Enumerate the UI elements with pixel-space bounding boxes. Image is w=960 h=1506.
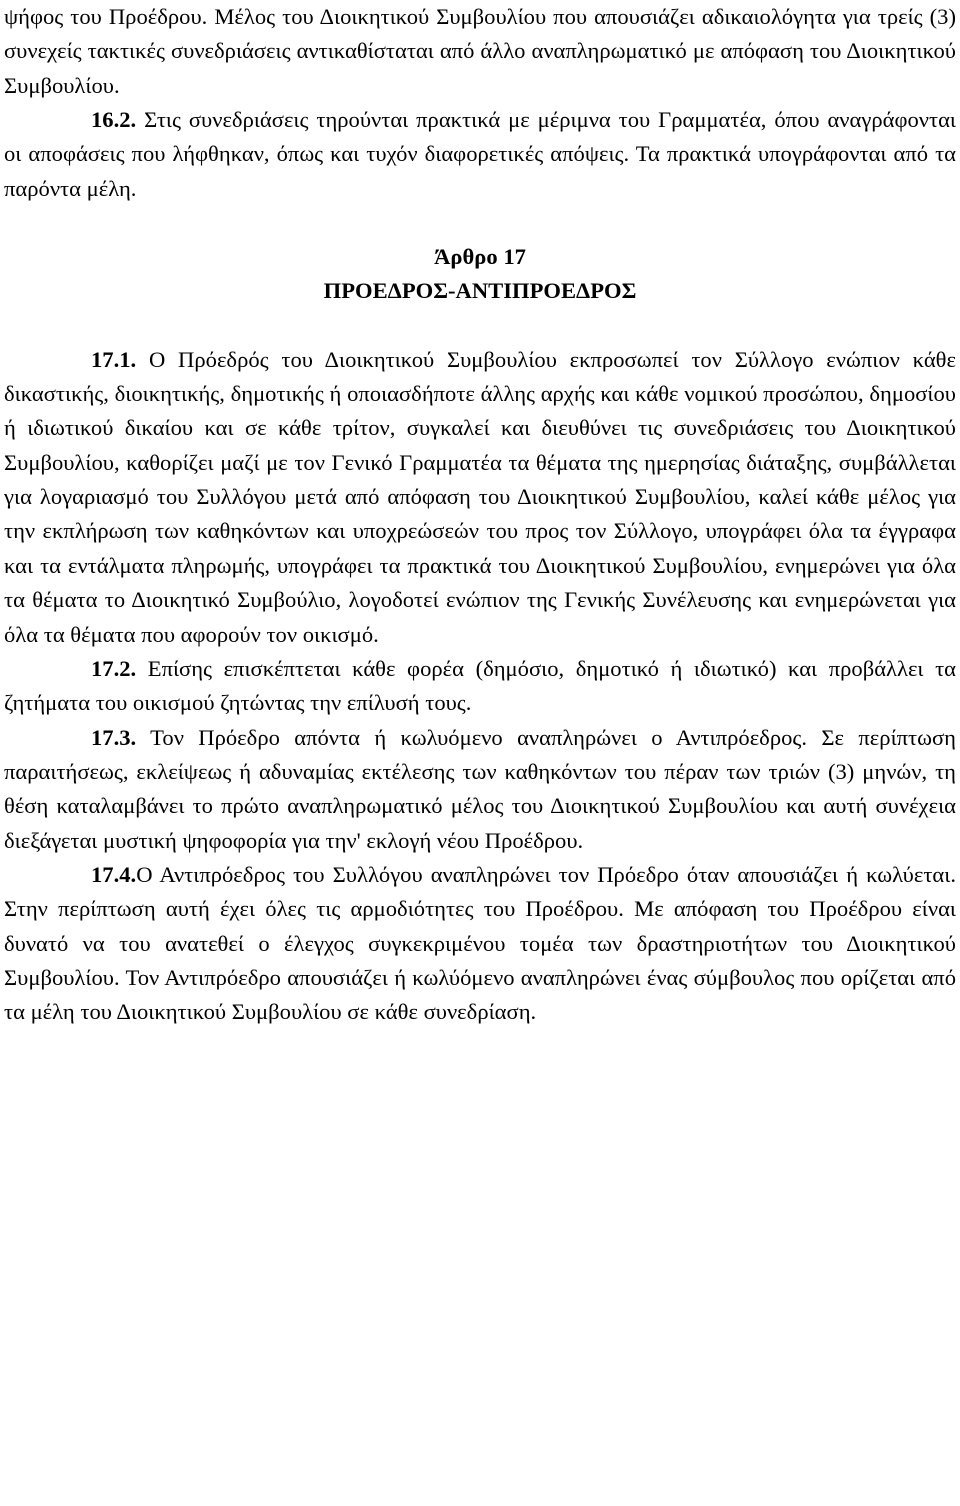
paragraph-number: 17.2. xyxy=(91,655,137,681)
spacer xyxy=(4,206,956,240)
paragraph-17-1 xyxy=(4,343,956,652)
paragraph-number: 17.1. xyxy=(91,346,137,372)
paragraph-number: 17.4. xyxy=(91,861,137,887)
paragraph-17-2 xyxy=(4,652,956,721)
paragraph-text: ψήφος του Προέδρου. Μέλος του Διοικητικού Συμβουλίου που απουσιάζει αδικαιολόγητα για τρείς (3) συνεχείς τακτικές συνεδριάσεις αντικαθίσταται από άλλο αναπληρωματικό με απόφαση του Διοικητικού Συμβουλίου. xyxy=(4,4,956,98)
paragraph-number: 16.2. xyxy=(91,107,137,133)
article-title: Άρθρο 17 xyxy=(434,244,526,270)
spacer xyxy=(4,309,956,343)
paragraph-text: Στις συνεδριάσεις τηρούνται πρακτικά με μέριμνα του Γραμματέα, όπου αναγράφονται οι αποφάσεις που λήφθηκαν, όπως και τυχόν διαφορετικές απόψεις. Τα πρακτικά υπογράφονται από τα παρόντα μέλη. xyxy=(4,107,956,201)
paragraph-text: Ο Πρόεδρός του Διοικητικού Συμβουλίου εκπροσωπεί τον Σύλλογο ενώπιον κάθε δικαστικής, διοικητικής, δημοτικής ή οποιασδήποτε άλλης αρχής και κάθε νομικού προσώπου, δημοσίου ή ιδιωτικού δικαίου και σε κάθε τρίτον, συγκαλεί και διευθύνει τις συνεδριάσεις του Διοικητικού Συμβουλίου, καθορίζει μαζί με τον Γενικό Γραμματέα τα θέματα της ημερησίας διάταξης, συμβάλλεται για λογαριασμό του Συλλόγου μετά από απόφαση του Διοικητικού Συμβουλίου, καλεί κάθε μέλος για την εκπλήρωση των καθηκόντων και υποχρεώσεών του προς τον Σύλλογο, υπογράφει όλα τα έγγραφα και τα εντάλματα πληρωμής, υπογράφει τα πρακτικά του Διοικητικού Συμβουλίου, ενημερώνει για όλα τα θέματα το Διοικητικό Συμβούλιο, λογοδοτεί ενώπιον της Γενικής Συνέλευσης και ενημερώνεται για όλα τα θέματα που αφορούν τον οικισμό. xyxy=(4,346,956,647)
paragraph-17-3 xyxy=(4,721,956,858)
paragraph-text: Ο Αντιπρόεδρος του Συλλόγου αναπληρώνει τον Πρόεδρο όταν απουσιάζει ή κωλύεται. Στην περίπτωση αυτή έχει όλες τις αρμοδιότητες του Προέδρου. Με απόφαση του Προέδρου είναι δυνατό να του ανατεθεί ο έλεγχος συγκεκριμένου τομέα των δραστηριοτήτων του Διοικητικού Συμβουλίου. Τον Αντιπρόεδρο απουσιάζει ή κωλύόμενο αναπληρώνει ένας σύμβουλος που ορίζεται από τα μέλη του Διοικητικού Συμβουλίου σε κάθε συνεδρίαση. xyxy=(4,861,956,1025)
document-page xyxy=(4,0,956,1030)
article-subtitle: ΠΡΟΕΔΡΟΣ-ΑΝΤΙΠΡΟΕΔΡΟΣ xyxy=(323,278,637,304)
paragraph-17-4 xyxy=(4,858,956,1030)
paragraph-16-1-continuation xyxy=(4,0,956,103)
paragraph-16-2 xyxy=(4,103,956,206)
paragraph-number: 17.3. xyxy=(91,724,137,750)
paragraph-text: Επίσης επισκέπτεται κάθε φορέα (δημόσιο, δημοτικό ή ιδιωτικό) και προβάλλει τα ζητήματα του οικισμού ζητώντας την επίλυσή τους. xyxy=(4,655,956,716)
paragraph-text: Τον Πρόεδρο απόντα ή κωλυόμενο αναπληρώνει ο Αντιπρόεδρος. Σε περίπτωση παραιτήσεως, εκλείψεως ή αδυναμίας εκτέλεσης των καθηκόντων του πέραν των τριών (3) μηνών, τη θέση καταλαμβάνει το πρώτο αναπληρωματικό μέλος του Διοικητικού Συμβουλίου και αυτή συνέχεια διεξάγεται μυστική ψηφοφορία για την' εκλογή νέου Προέδρου. xyxy=(4,724,956,853)
